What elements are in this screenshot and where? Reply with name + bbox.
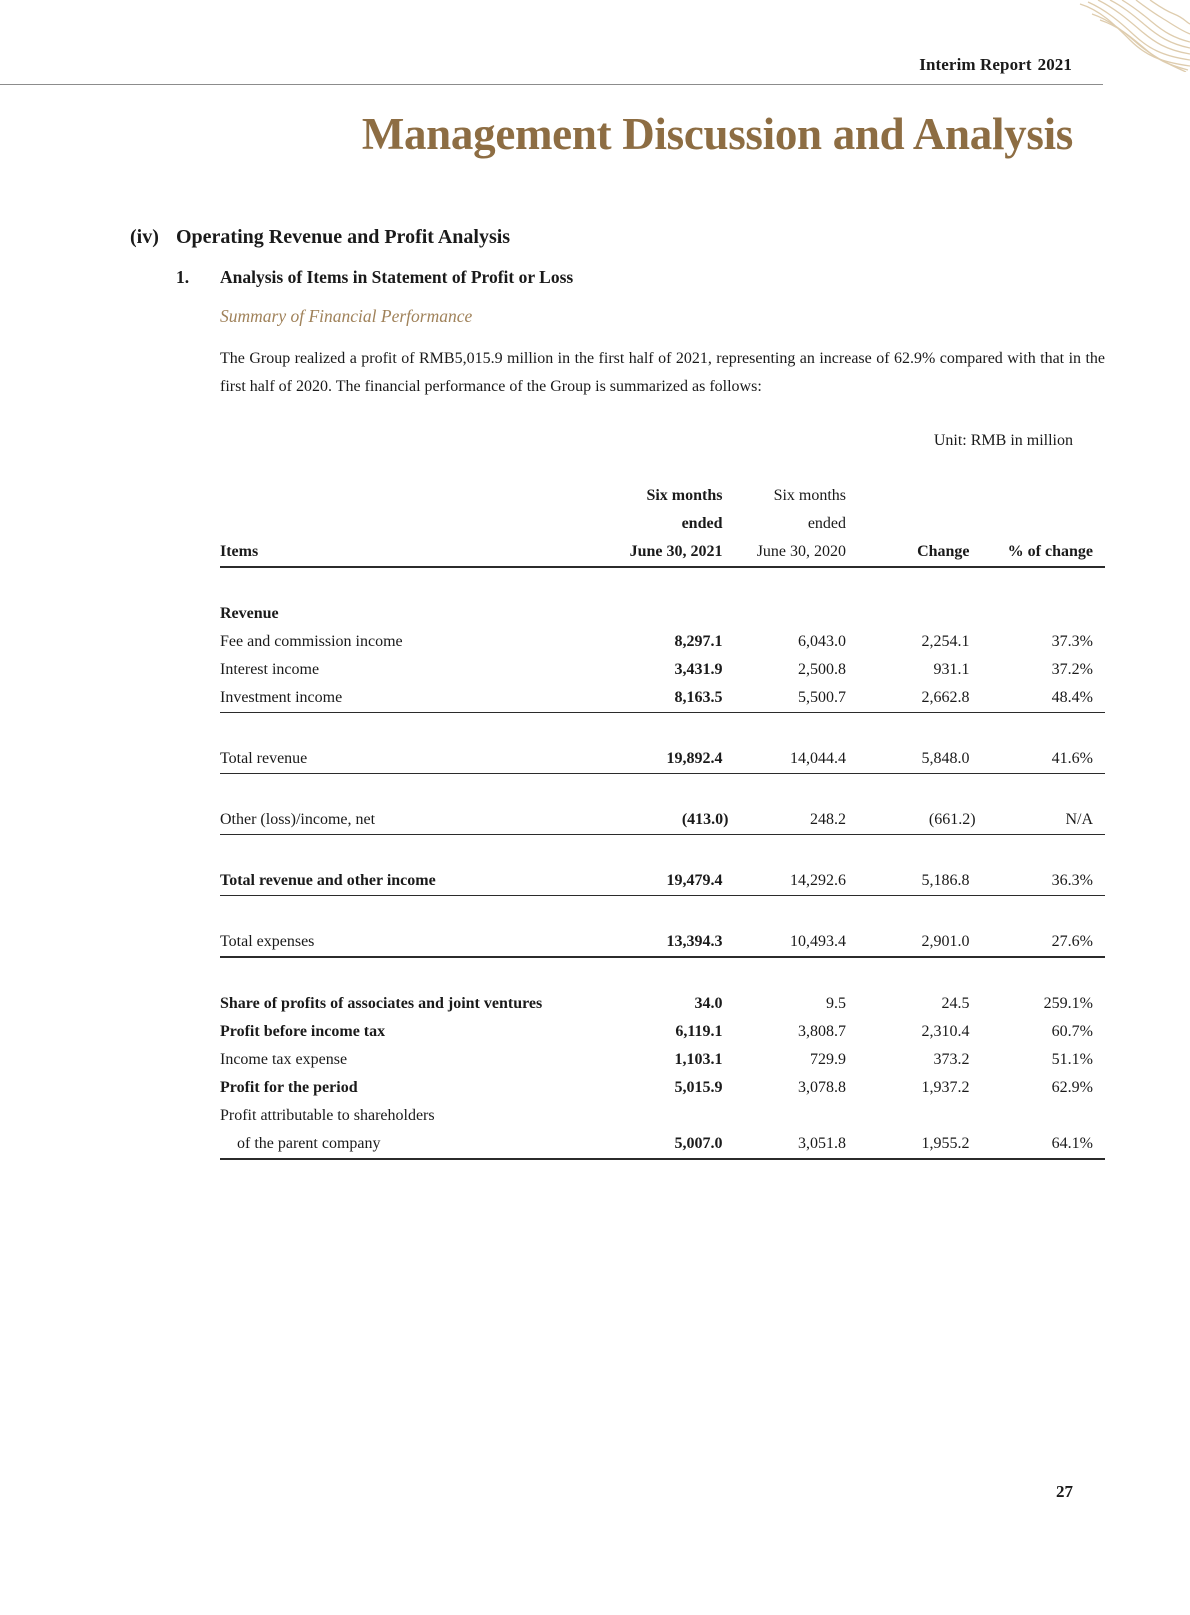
value-change: 931.1 [933, 661, 970, 678]
value-change: 5,848.0 [846, 745, 969, 774]
row-label-continuation: of the parent company [220, 1130, 599, 1159]
value-change: 1,955.2 [846, 1130, 969, 1159]
table-row [220, 628, 1105, 656]
report-title: Interim Report [919, 55, 1032, 74]
value-change: (661.2) [928, 811, 976, 828]
table-row-total-revenue-other-income [220, 867, 1105, 896]
value-2021: 6,119.1 [675, 1023, 723, 1040]
value-pct-change: 60.7% [1051, 1023, 1093, 1040]
page-number: 27 [1056, 1482, 1073, 1501]
value-change: 24.5 [941, 995, 970, 1012]
value-change: 2,662.8 [846, 684, 969, 713]
value-change: 373.2 [933, 1051, 970, 1068]
value-pct-change: 36.3% [970, 867, 1105, 896]
table-row [220, 1046, 1105, 1074]
row-label: Interest income [220, 661, 320, 678]
value-2020: 248.2 [722, 806, 846, 835]
value-2021: 8,297.1 [674, 633, 723, 650]
row-label: Total expenses [220, 928, 599, 957]
value-2020: 14,292.6 [722, 867, 846, 896]
value-change: 2,310.4 [921, 1023, 970, 1040]
col1-header-line1: Six months [646, 487, 723, 504]
value-2021: 5,015.9 [674, 1079, 723, 1096]
table-row-total-revenue [220, 745, 1105, 774]
value-2021: 19,479.4 [599, 867, 723, 896]
row-label: Other (loss)/income, net [220, 806, 599, 835]
value-2021: 13,394.3 [599, 928, 723, 957]
row-label: Income tax expense [220, 1051, 348, 1068]
row-label: Share of profits of associates and joint ventures [220, 995, 543, 1012]
table-row [220, 1018, 1105, 1046]
subsection-title: Analysis of Items in Statement of Profit or Loss [220, 267, 574, 287]
value-change: 2,254.1 [921, 633, 970, 650]
value-pct-change: 259.1% [1043, 995, 1093, 1012]
value-pct-change: 51.1% [1051, 1051, 1093, 1068]
financial-performance-table [220, 482, 1105, 1160]
subsection-number: 1. [176, 267, 190, 287]
section-number: (iv) [130, 226, 159, 248]
col1-header-line2: ended [681, 515, 723, 532]
row-label: Profit before income tax [220, 1023, 386, 1040]
row-label: Profit for the period [220, 1079, 358, 1096]
pct-change-header: % of change [970, 538, 1105, 567]
decorative-wave-corner-icon [1070, 0, 1190, 72]
value-2020: 729.9 [810, 1051, 847, 1068]
value-2021: 1,103.1 [674, 1051, 723, 1068]
row-label: Total revenue [220, 745, 599, 774]
section-title: Operating Revenue and Profit Analysis [176, 226, 511, 248]
table-row-other-income [220, 806, 1105, 835]
value-2020: 3,808.7 [798, 1023, 847, 1040]
value-2020: 10,493.4 [722, 928, 846, 957]
page-title: Management Discussion and Analysis [361, 109, 1073, 159]
value-2021: 3,431.9 [674, 661, 723, 678]
summary-title: Summary of Financial Performance [220, 306, 473, 326]
change-header: Change [846, 538, 969, 567]
value-pct-change: 37.2% [1051, 661, 1093, 678]
row-label: Investment income [220, 684, 599, 713]
value-pct-change: 41.6% [970, 745, 1105, 774]
value-change: 2,901.0 [846, 928, 969, 957]
col1-header-line3: June 30, 2021 [599, 538, 723, 567]
items-header: Items [220, 538, 599, 567]
header-row-1 [220, 482, 1105, 510]
value-2020: 2,500.8 [798, 661, 847, 678]
value-2021: 34.0 [694, 995, 723, 1012]
value-2020: 5,500.7 [722, 684, 846, 713]
col2-header-line1: Six months [773, 487, 847, 504]
table-row [220, 1074, 1105, 1102]
value-change: 1,937.2 [921, 1079, 970, 1096]
table-row [220, 1130, 1105, 1159]
value-2021: 19,892.4 [599, 745, 723, 774]
value-2020: 9.5 [826, 995, 847, 1012]
row-label: Profit attributable to shareholders [220, 1107, 435, 1124]
unit-label: Unit: RMB in million [933, 432, 1073, 449]
table-row-total-expenses [220, 928, 1105, 957]
value-2021: (413.0) [681, 811, 729, 828]
table-row [220, 656, 1105, 684]
row-label: Revenue [220, 605, 279, 622]
value-2020: 6,043.0 [798, 633, 847, 650]
table-row [220, 684, 1105, 713]
col2-header-line3: June 30, 2020 [722, 538, 846, 567]
header-row-3 [220, 538, 1105, 567]
subsection-heading [176, 267, 573, 288]
report-year: 2021 [1037, 55, 1072, 74]
section-row-revenue [220, 600, 1105, 628]
value-pct-change: 27.6% [970, 928, 1105, 957]
value-pct-change: 48.4% [970, 684, 1105, 713]
value-2021: 8,163.5 [599, 684, 723, 713]
table-row-label-continued [220, 1102, 1105, 1130]
header-row-2 [220, 510, 1105, 538]
row-label: Fee and commission income [220, 633, 403, 650]
value-2020: 3,078.8 [798, 1079, 847, 1096]
value-2021: 5,007.0 [599, 1130, 723, 1159]
section-heading [130, 226, 510, 249]
value-2020: 14,044.4 [722, 745, 846, 774]
row-label: Total revenue and other income [220, 867, 599, 896]
col2-header-line2: ended [807, 515, 847, 532]
value-pct-change: 62.9% [1051, 1079, 1093, 1096]
value-pct-change: 37.3% [1051, 633, 1093, 650]
header-divider [0, 84, 1103, 85]
value-2020: 3,051.8 [722, 1130, 846, 1159]
report-header [919, 55, 1072, 75]
value-pct-change: N/A [970, 806, 1105, 835]
value-pct-change: 64.1% [970, 1130, 1105, 1159]
summary-paragraph: The Group realized a profit of RMB5,015.9 million in the first half of 2021, representing an increase of 62.9% compared with that in the first half of 2020. The financial performance of the Group is summarized as follows: [220, 350, 1105, 395]
table-row [220, 990, 1105, 1018]
value-change: 5,186.8 [846, 867, 969, 896]
